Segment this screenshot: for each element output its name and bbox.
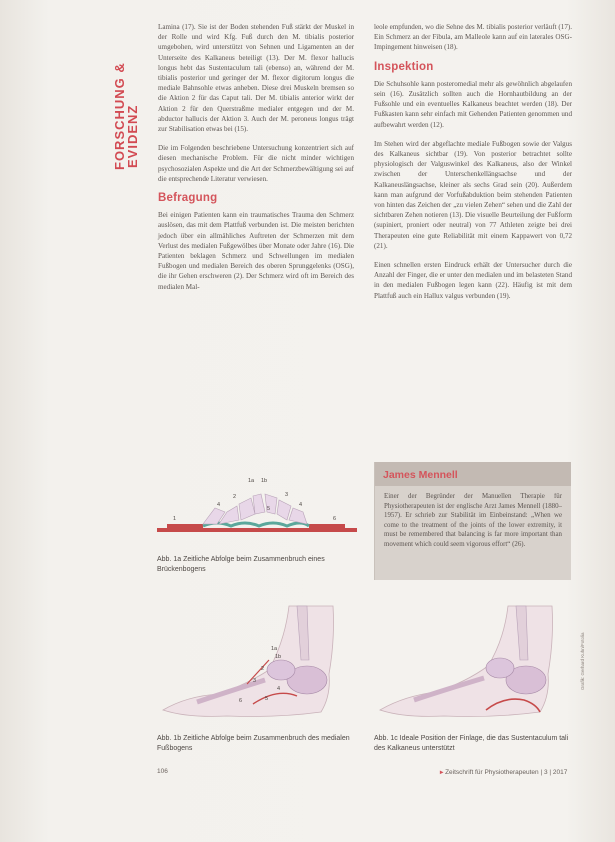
fig1a-label-6: 6 (333, 516, 337, 522)
bridge-pier-left (167, 524, 203, 528)
fig1a-label-1a: 1a (248, 478, 255, 484)
fig1b-label-1a: 1a (271, 646, 278, 652)
left-column (158, 22, 354, 301)
figure-1b-foot (157, 600, 357, 728)
right-paragraph-3: Im Stehen wird der abgeflachte mediale Fußbogen sowie der Valgus des Kalkaneus sichtbar (19). Von posterior betrachtet sollte physiologisch der Valguswinkel des Kalkaneus, also der Winkel zwischen der Unterschenkellängsachse und der Kalkaneuslängsachse, kleiner als sechs Grad sein (20). Außerdem kann man aufgrund der Vorfußabduktion beim stehenden Patienten von hinten das Zeichen der „zu vielen Zehen“ sehen und die Zahl der sichtbaren Zehen notieren (13). Die visuelle Beurteilung der Fußform (supiniert, proniert oder neutral) von 77 Athleten zeigte bei drei Therapeuten eine gute Reliabilität mit einem Kappawert von 0,72 (21). (374, 139, 572, 250)
footer-journal (440, 768, 567, 776)
fig1b-talus (267, 660, 295, 680)
stone-3 (239, 498, 255, 520)
fig1b-foot-outline (163, 606, 334, 717)
stone-4 (253, 494, 265, 514)
bridge-stones (203, 494, 307, 524)
side-label-line2: EVIDENZ (125, 104, 140, 168)
fig1a-label-4b: 4 (299, 502, 303, 508)
bridge-pier-right (309, 524, 345, 528)
figure-1a-bridge (157, 470, 357, 550)
heading-befragung: Befragung (158, 192, 218, 205)
side-label-line1: FORSCHUNG & (112, 62, 127, 170)
stone-7 (289, 508, 307, 524)
right-column (374, 22, 572, 310)
fig1a-label-1: 1 (173, 516, 177, 522)
footer-arrow-icon: ▸ (440, 769, 444, 776)
photo-credit (580, 620, 588, 700)
left-paragraph-1: Lamina (17). Sie ist der Boden stehenden Fuß stärkt der Muskel in der Rolle und wird Kfg. Fuß durch den M. tibialis posterior umgebohen, wird unterstützt von Sehnen und Ligamenten an der Unterseite des Kalkaneus beteiligt (13). Der M. flexor hallucis longus hebt das Sustentaculum tali (ebenso) an, während der M. tibialis posterior und geringer der M. flexor digitorum longus die mediale Bahnsohle etwas anheben. Diese drei Muskeln bremsen so die Aktion 2 für das Caput tali. Der M. tibialis anterior wirkt der Aktion 2 für den Querstraßme medialer entgegen und der M. abductor hallucis der Aktion 3. Auch der M. peroneus longus trägt zur Stabilisation etwas bei (15). (158, 23, 354, 134)
info-box-title: James Mennell (375, 462, 571, 486)
figure-1c-foot (374, 600, 574, 728)
fig1b-label-1b: 1b (275, 654, 282, 660)
bridge-ground (157, 528, 357, 532)
photo-credit-text: Grafik: Gerhard Kuhn/Fotolia (580, 632, 585, 690)
fig1a-label-4a: 4 (217, 502, 221, 508)
footer-journal-text: Zeitschrift für Physiotherapeuten | 3 | 2017 (445, 769, 568, 776)
info-box-text: Einer der Begründer der Manuellen Therapie für Physiotherapeuten ist der englische Arzt James Mennell (1880–1957). Er schrieb zur Stabilität im Einbeinstand: „When we come to the treatment of the joints of the lower extremity, it must be remembered that balancing is far more important than movement which could seem vigorous effort“ (26). (384, 493, 562, 548)
fig1a-label-5: 5 (267, 506, 271, 512)
page-number: 106 (157, 768, 168, 775)
fig1b-label-4: 4 (277, 686, 281, 692)
stone-6 (277, 500, 291, 520)
section-side-label (112, 18, 140, 198)
heading-inspektion: Inspektion (374, 60, 434, 73)
left-paragraph-2: Die im Folgenden beschriebene Untersuchung konzentriert sich auf diesen mechanische Problem. Für die nicht minder wichtigen psychosozialen Aspekte und die Art der Schmerzbewältigung sei auf die entsprechende Literatur verwiesen. (158, 144, 354, 183)
fig1a-label-1b: 1b (261, 478, 268, 484)
right-paragraph-2: Die Schuhsohle kann posteromedial mehr als gewöhnlich abgelaufen sein (16). Zusätzlich sollten auch die Hornhautbildung an der Fußsohle und ein eventuelles Kalkaneus beachtet werden (18). Der Fußkasten kann sehr einfach mit Gehenden Patienten genommen und aufbewahrt werden (12). (374, 79, 572, 129)
figure-1b-caption: Abb. 1b Zeitliche Abfolge beim Zusammenbruch des medialen Fußbogens (157, 735, 350, 752)
bridge-teal-band (203, 523, 309, 526)
fig1c-talus (486, 658, 514, 678)
fig1a-label-2: 2 (233, 494, 237, 500)
fig1b-label-6: 6 (239, 698, 243, 704)
figure-1a-caption: Abb. 1a Zeitliche Abfolge beim Zusammenbruch eines Brückenbogens (157, 556, 325, 573)
right-paragraph-1: leole empfunden, wo die Sehne des M. tibialis posterior verläuft (17). Ein Schmerz an der Fibula, am Malleole kann auf ein laterales OSG-Impingement hinweisen (18). (374, 23, 572, 52)
right-paragraph-4: Einen schnellen ersten Eindruck erhält der Untersucher durch die Anzahl der Finger, die er unter den medialen und im belasteten Stand in den medialen Fußbogen legen kann (22). Häufig ist mit dem Plattfuß auch ein Hallux valgus verbunden (19). (374, 261, 572, 300)
fig1b-label-2: 2 (261, 666, 265, 672)
figure-1c-caption: Abb. 1c Ideale Position der Finlage, die das Sustentaculum tali des Kalkaneus unterstützt (374, 735, 569, 752)
left-paragraph-3: Bei einigen Patienten kann ein traumatisches Trauma den Schmerz auslösen, das mit dem Plattfuß verbunden ist. Die meisten berichten jedoch über ein allmähliches Auftreten der Schmerzen mit dem Verlust des medialen Fußgewölbes über Monate oder Jahre (16). Die Patienten beklagen Schmerz und Schwellungen im medialen Fußbogen und medialen Bereich des oberen Sprunggelenks (OSG), die ihr Gehen erschweren (2). Der Schmerz wird oft im Bereich des medialen Mal- (158, 211, 354, 291)
fig1b-label-5: 5 (265, 696, 269, 702)
fig1a-label-3: 3 (285, 492, 289, 498)
fig1b-label-3: 3 (253, 678, 257, 684)
info-box-mennell (374, 462, 571, 580)
